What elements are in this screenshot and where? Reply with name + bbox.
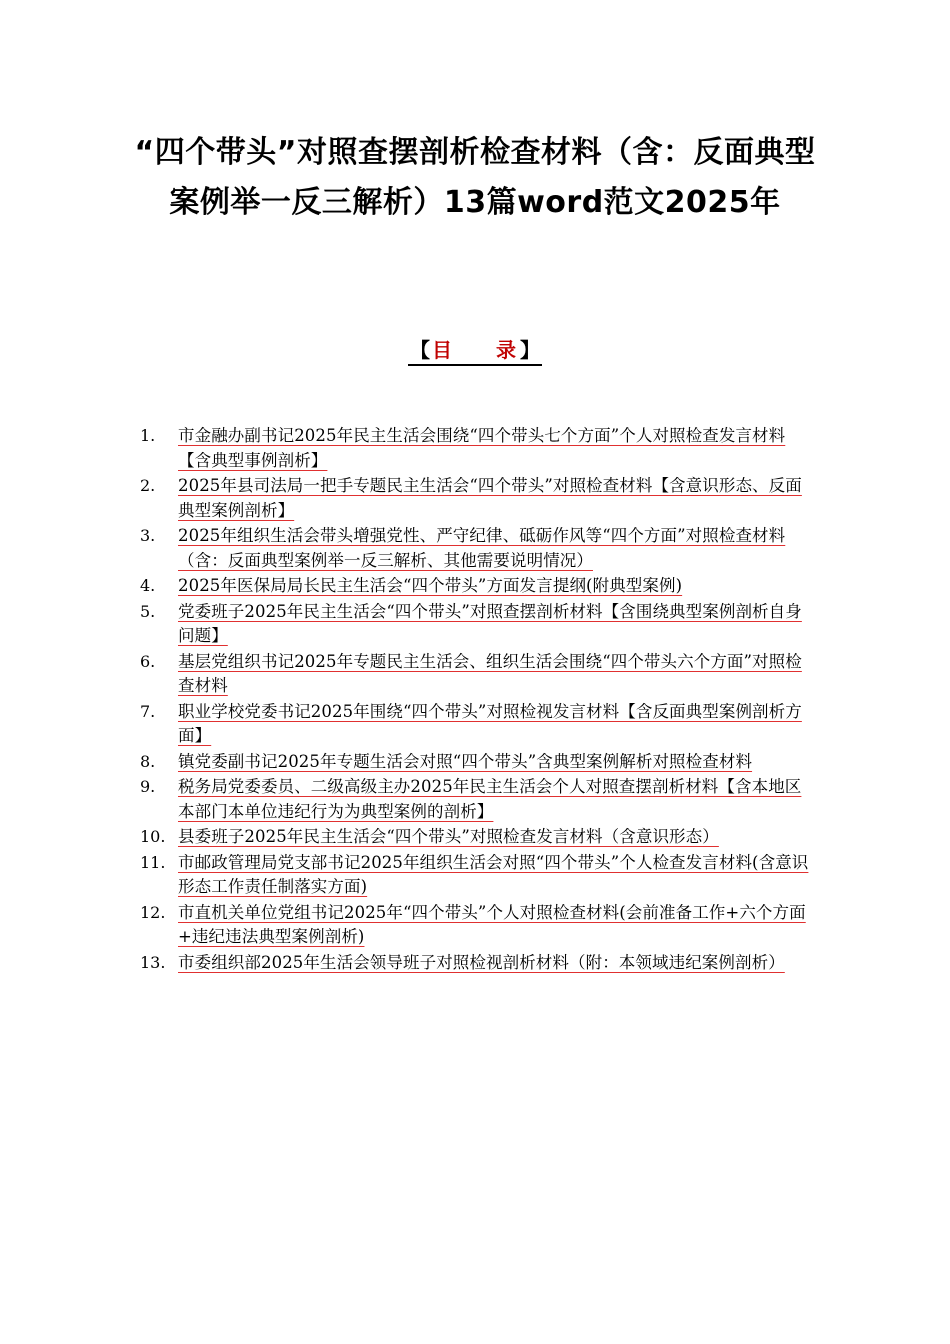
toc-item-number: 3. bbox=[140, 526, 156, 545]
toc-item-number: 13. bbox=[140, 952, 166, 972]
toc-item-number: 12. bbox=[140, 902, 166, 922]
toc-item[interactable] bbox=[140, 524, 810, 573]
toc-item[interactable] bbox=[140, 750, 810, 775]
toc-item-number: 6. bbox=[140, 651, 156, 671]
toc-item-number: 5. bbox=[140, 601, 156, 621]
toc-item[interactable] bbox=[140, 600, 810, 649]
toc-item[interactable] bbox=[140, 700, 810, 749]
toc-item-link[interactable]: 职业学校党委书记2025年围绕“四个带头”对照检视发言材料【含反面典型案例剖析方面】 bbox=[178, 701, 802, 745]
toc-list bbox=[140, 424, 810, 976]
toc-item-link[interactable]: 镇党委副书记2025年专题生活会对照“四个带头”含典型案例解析对照检查材料 bbox=[178, 751, 753, 771]
document-title bbox=[120, 128, 830, 228]
toc-item-number: 10. bbox=[140, 827, 166, 846]
toc-heading bbox=[408, 336, 542, 366]
toc-item-number: 4. bbox=[140, 576, 156, 595]
toc-item-link[interactable]: 市直机关单位党组书记2025年“四个带头”个人对照检查材料(会前准备工作+六个方面+违纪违法典型案例剖析) bbox=[178, 902, 806, 946]
toc-bracket-close: 】 bbox=[520, 338, 540, 362]
toc-item[interactable] bbox=[140, 825, 810, 850]
toc-item[interactable] bbox=[140, 951, 810, 976]
toc-item-number: 2. bbox=[140, 476, 156, 495]
toc-bracket-open: 【 bbox=[410, 338, 430, 362]
toc-item-link[interactable]: 党委班子2025年民主生活会“四个带头”对照查摆剖析材料【含围绕典型案例剖析自身问题】 bbox=[178, 601, 802, 645]
toc-item-number: 11. bbox=[140, 852, 166, 872]
toc-item-link[interactable]: 税务局党委委员、二级高级主办2025年民主生活会个人对照查摆剖析材料【含本地区本部门本单位违纪行为为典型案例的剖析】 bbox=[178, 777, 802, 821]
toc-item-link[interactable]: 市委组织部2025年生活会领导班子对照检视剖析材料（附：本领域违纪案例剖析） bbox=[178, 952, 785, 972]
toc-item-link[interactable]: 市金融办副书记2025年民主生活会围绕“四个带头七个方面”个人对照检查发言材料【含典型事例剖析】 bbox=[178, 426, 786, 470]
toc-item-number: 8. bbox=[140, 751, 156, 771]
toc-heading-char-1: 目 bbox=[432, 338, 452, 362]
toc-item-link[interactable]: 2025年组织生活会带头增强党性、严守纪律、砥砺作风等“四个方面”对照检查材料（含：反面典型案例举一反三解析、其他需要说明情况） bbox=[178, 526, 786, 570]
toc-item[interactable] bbox=[140, 424, 810, 473]
title-line-1: “四个带头”对照查摆剖析检查材料（含：反面典型 bbox=[134, 135, 816, 170]
toc-item-number: 7. bbox=[140, 701, 156, 721]
toc-item-link[interactable]: 2025年医保局局长民主生活会“四个带头”方面发言提纲(附典型案例) bbox=[178, 576, 683, 595]
toc-item-link[interactable]: 2025年县司法局一把手专题民主生活会“四个带头”对照检查材料【含意识形态、反面典型案例剖析】 bbox=[178, 476, 802, 520]
toc-item-link[interactable]: 基层党组织书记2025年专题民主生活会、组织生活会围绕“四个带头六个方面”对照检查材料 bbox=[178, 651, 802, 695]
toc-heading-char-2: 录 bbox=[496, 338, 516, 362]
toc-item-number: 9. bbox=[140, 777, 156, 796]
toc-item[interactable] bbox=[140, 775, 810, 824]
toc-item[interactable] bbox=[140, 474, 810, 523]
title-line-2: 案例举一反三解析）13篇word范文2025年 bbox=[169, 185, 781, 220]
toc-item-link[interactable]: 市邮政管理局党支部书记2025年组织生活会对照“四个带头”个人检查发言材料(含意识形态工作责任制落实方面) bbox=[178, 852, 809, 896]
toc-item-number: 1. bbox=[140, 426, 156, 445]
toc-item[interactable] bbox=[140, 851, 810, 900]
toc-item[interactable] bbox=[140, 901, 810, 950]
toc-item[interactable] bbox=[140, 650, 810, 699]
toc-item-link[interactable]: 县委班子2025年民主生活会“四个带头”对照检查发言材料（含意识形态） bbox=[178, 827, 719, 846]
toc-item[interactable] bbox=[140, 574, 810, 599]
